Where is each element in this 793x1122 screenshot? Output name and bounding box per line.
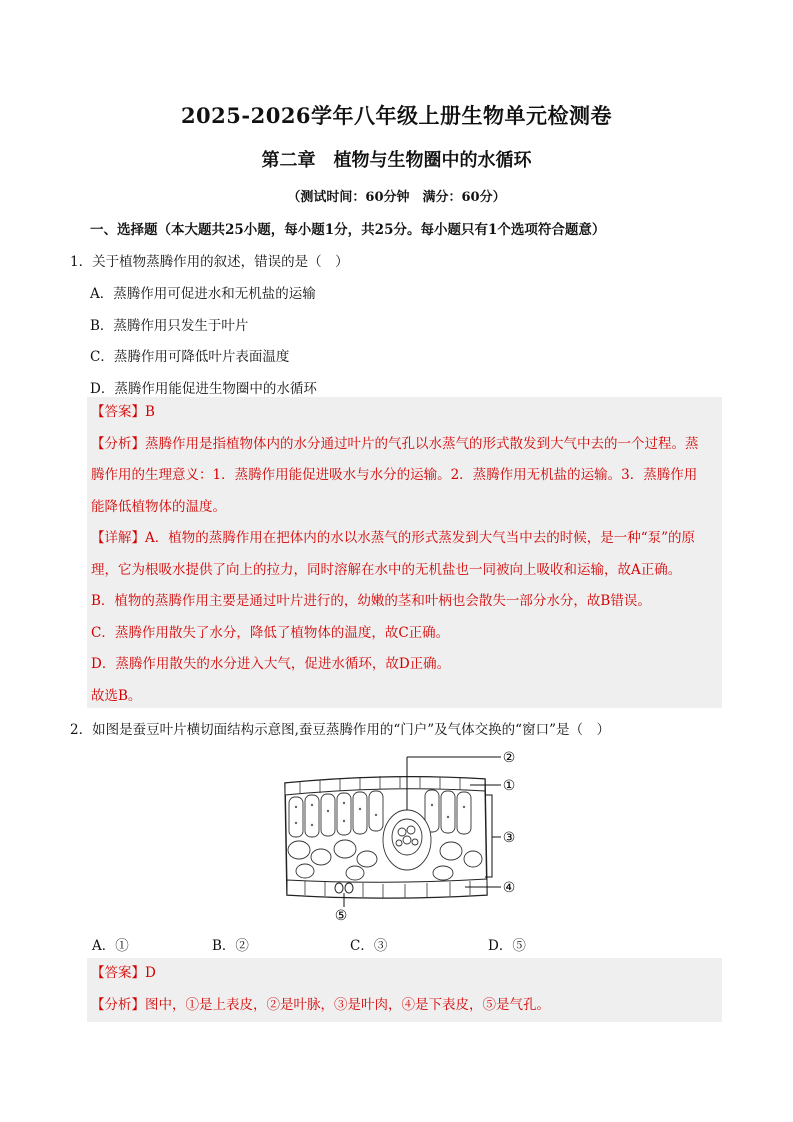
chapter-title: 第二章 植物与生物圈中的水循环 xyxy=(261,150,532,171)
figure-label-3: ③ xyxy=(502,830,516,846)
q1-detail-line-1: 【详解】A．植物的蒸腾作用在把体内的水以水蒸气的形式蒸发到大气当中去的时候，是一种“泵”的原 xyxy=(91,530,696,546)
q1-detail-line-6: 故选B。 xyxy=(91,687,142,704)
figure-label-5: ⑤ xyxy=(334,908,348,924)
q1-detail-line-2: 理，它为根吸水提供了向上的拉力，同时溶解在水中的无机盐也一同被向上吸收和运输，故A正确。 xyxy=(91,561,682,578)
q1-answer: 【答案】B xyxy=(91,404,155,420)
figure-label-4: ④ xyxy=(502,880,516,896)
q2-answer: 【答案】D xyxy=(91,965,156,981)
exam-info: （测试时间：60分钟 满分：60分） xyxy=(287,190,506,205)
q2-option-b: B．② xyxy=(212,938,249,954)
q1-detail-line-4: C．蒸腾作用散失了水分，降低了植物体的温度，故C正确。 xyxy=(91,624,450,641)
q1-option-c: C．蒸腾作用可降低叶片表面温度 xyxy=(90,349,290,365)
q2-option-a: A．① xyxy=(92,938,129,954)
q2-option-d: D．⑤ xyxy=(488,938,526,954)
q1-option-b: B．蒸腾作用只发生于叶片 xyxy=(90,318,249,334)
leaf-cross-section-figure xyxy=(275,745,525,925)
exam-title: 2025-2026学年八年级上册生物单元检测卷 xyxy=(180,103,613,128)
q2-option-c: C．③ xyxy=(350,938,388,954)
q1-analysis-line-3: 能降低植物体的温度。 xyxy=(91,498,226,515)
section-heading: 一、选择题（本大题共25小题，每小题1分，共25分。每小题只有1个选项符合题意） xyxy=(90,222,606,238)
q1-stem: 1．关于植物蒸腾作用的叙述，错误的是（ ） xyxy=(70,254,349,270)
q1-answer-box xyxy=(87,397,722,708)
figure-label-2: ② xyxy=(502,750,516,766)
q1-analysis-line-1: 【分析】蒸腾作用是指植物体内的水分通过叶片的气孔以水蒸气的形式散发到大气中去的一个过程。蒸 xyxy=(91,435,699,452)
figure-label-1: ① xyxy=(502,778,516,794)
q2-analysis: 【分析】图中，①是上表皮，②是叶脉，③是叶肉，④是下表皮，⑤是气孔。 xyxy=(91,996,550,1013)
q1-analysis-line-2: 腾作用的生理意义：1．蒸腾作用能促进吸水与水分的运输。2．蒸腾作用无机盐的运输。3．蒸腾作用 xyxy=(91,467,698,483)
q1-option-a: A．蒸腾作用可促进水和无机盐的运输 xyxy=(90,286,316,302)
q1-option-d: D．蒸腾作用能促进生物圈中的水循环 xyxy=(90,381,317,397)
q1-detail-line-3: B．植物的蒸腾作用主要是通过叶片进行的，幼嫩的茎和叶柄也会散失一部分水分，故B错误。 xyxy=(91,593,651,609)
q1-detail-line-5: D．蒸腾作用散失的水分进入大气，促进水循环，故D正确。 xyxy=(91,656,451,672)
q2-answer-box xyxy=(87,958,722,1022)
q2-stem: 2．如图是蚕豆叶片横切面结构示意图,蚕豆蒸腾作用的“门户”及气体交换的“窗口”是（ ） xyxy=(70,722,610,738)
